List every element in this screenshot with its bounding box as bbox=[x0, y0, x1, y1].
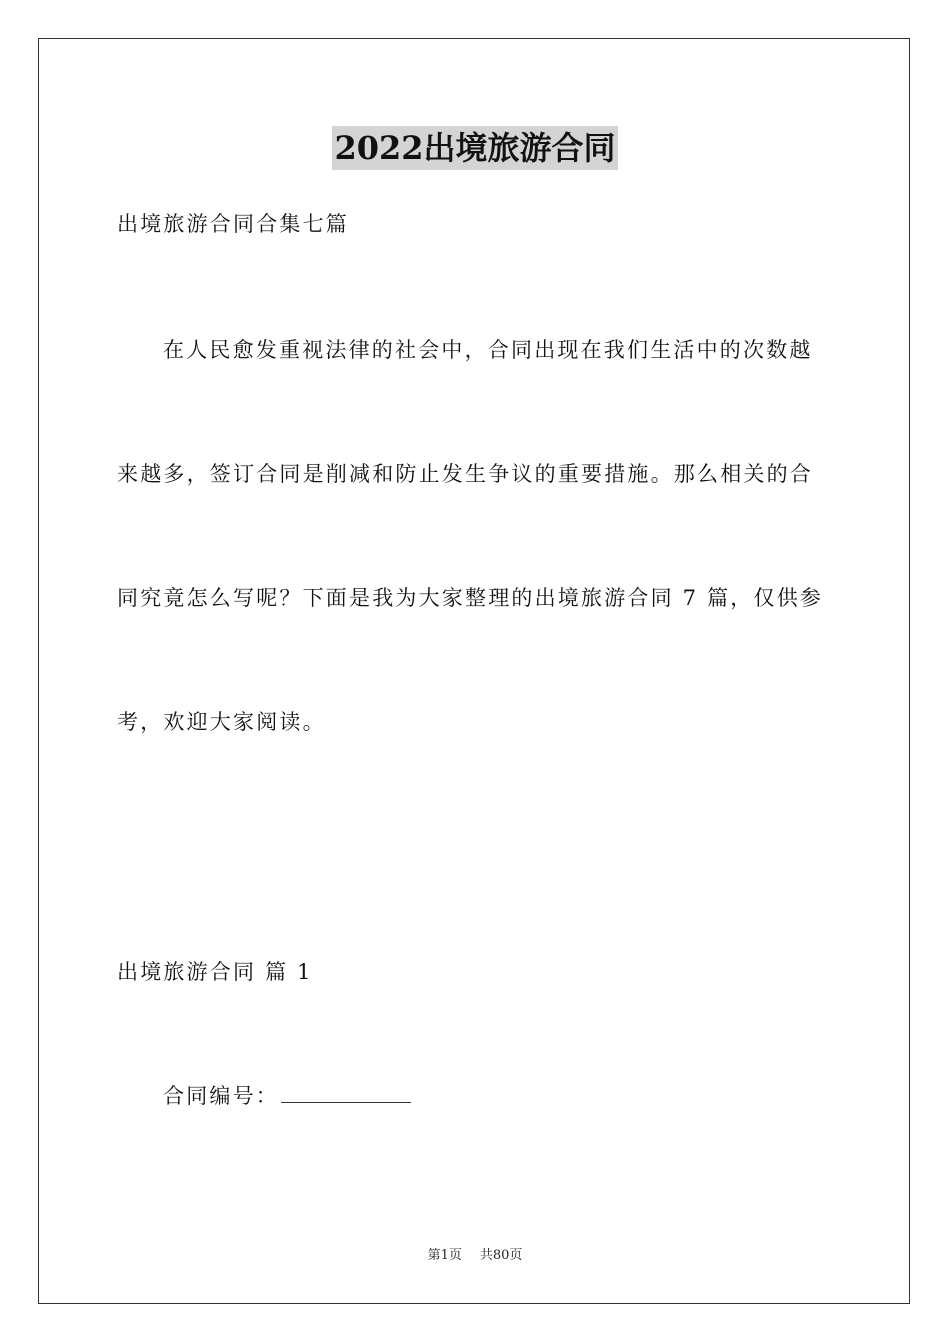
document-subtitle: 出境旅游合同合集七篇 bbox=[117, 212, 349, 236]
document-title: 2022出境旅游合同 bbox=[332, 126, 617, 170]
page-current: 第1页 bbox=[427, 1248, 462, 1263]
title-container bbox=[0, 126, 950, 170]
contract-number-label: 合同编号： bbox=[163, 1084, 279, 1108]
paragraph-line-2: 来越多，签订合同是削减和防止发生争议的重要措施。那么相关的合 bbox=[117, 462, 813, 486]
paragraph-line-4: 考，欢迎大家阅读。 bbox=[117, 710, 326, 734]
page-footer bbox=[0, 1247, 950, 1265]
contract-number-blank bbox=[281, 1084, 411, 1103]
page-total: 共80页 bbox=[479, 1248, 523, 1263]
paragraph-line-3: 同究竟怎么写呢？下面是我为大家整理的出境旅游合同 7 篇，仅供参 bbox=[117, 586, 824, 610]
section-heading: 出境旅游合同 篇 1 bbox=[117, 960, 313, 984]
paragraph-line-1: 在人民愈发重视法律的社会中，合同出现在我们生活中的次数越 bbox=[163, 338, 813, 362]
contract-number-row bbox=[163, 1082, 411, 1110]
